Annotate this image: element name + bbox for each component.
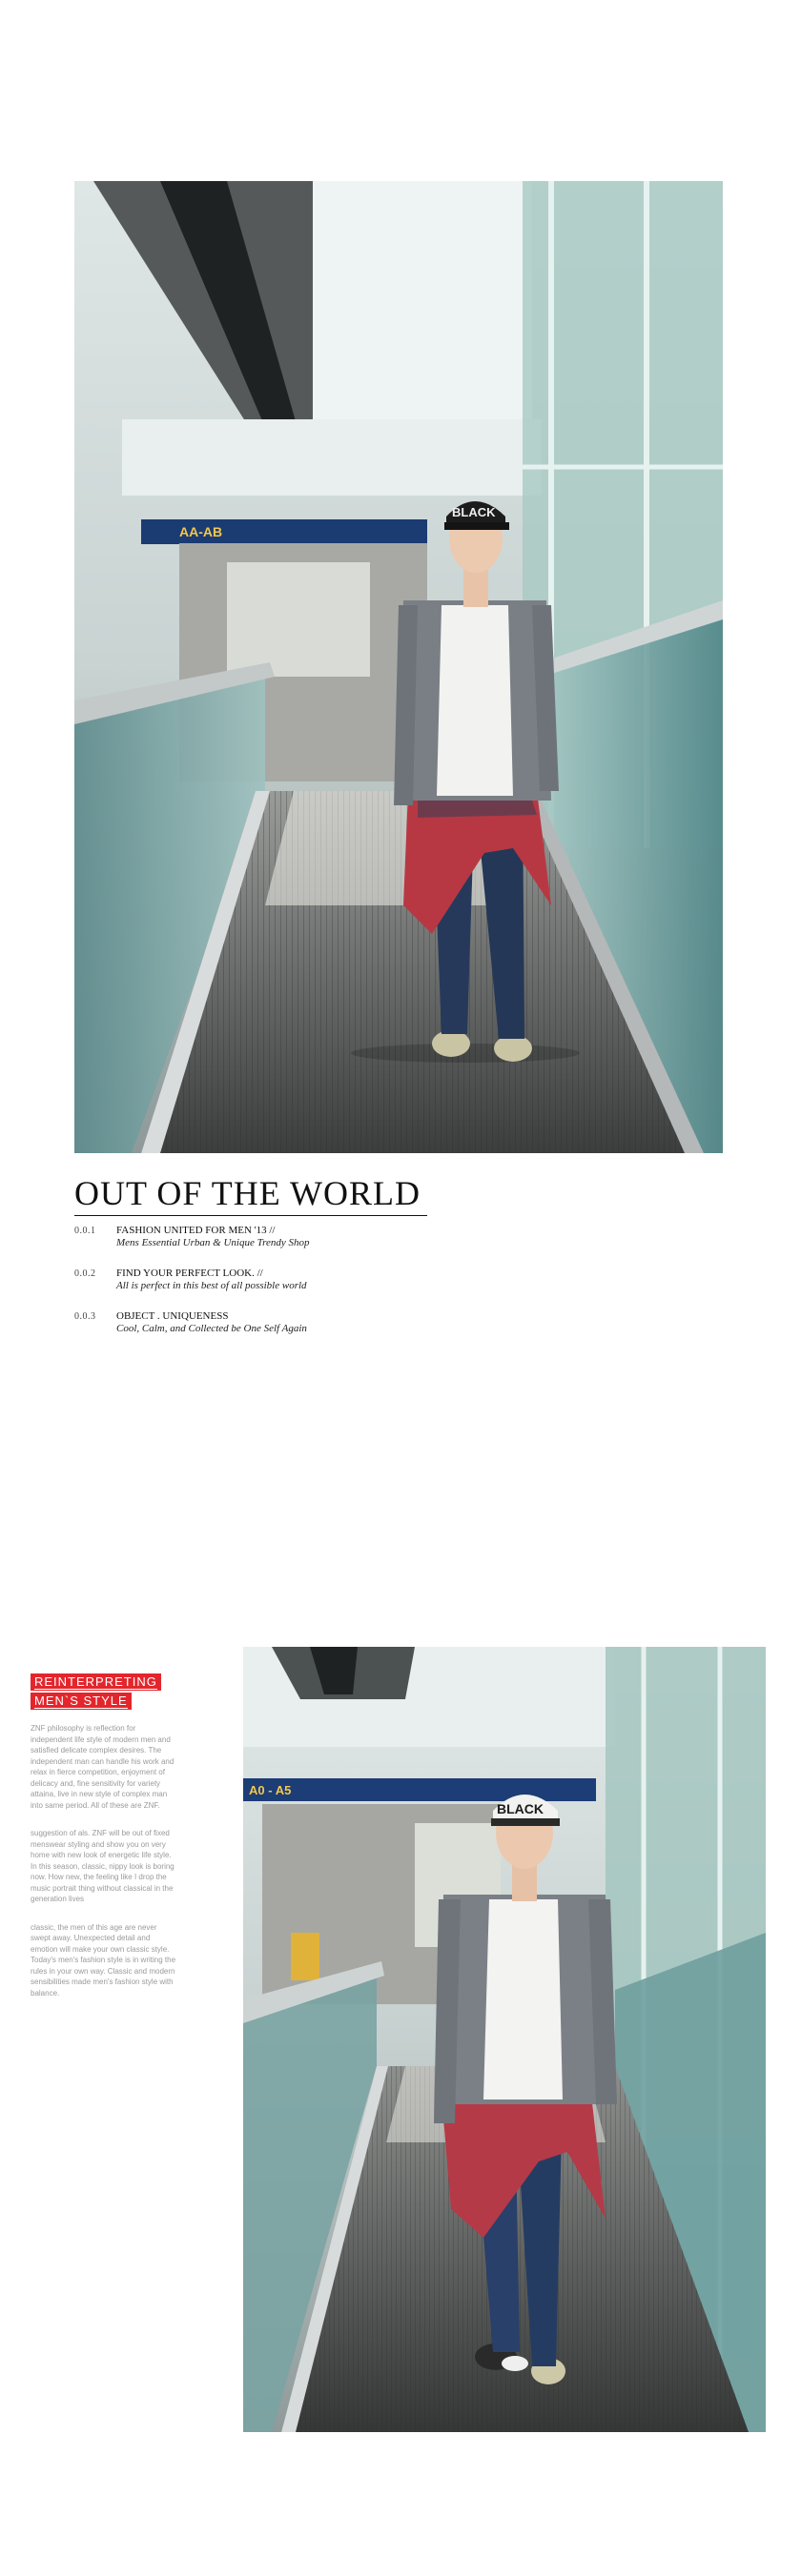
page-title: OUT OF THE WORLD xyxy=(74,1174,421,1212)
feature-number: 0.0.3 xyxy=(74,1311,96,1322)
headline-block xyxy=(74,1174,608,1216)
description-paragraph: classic, the men of this age are never swept away. Unexpected detail and emotion will make your own classic style. Today's men's fashion style is in writing the rules in your own way. Classic and modern sensibilities made men's fashion style with balance. xyxy=(31,1922,176,1998)
secondary-photo-walkway xyxy=(243,1647,766,2432)
feature-subtitle: All is perfect in this best of all possible world xyxy=(116,1280,307,1291)
feature-subtitle: Mens Essential Urban & Unique Trendy Shop xyxy=(116,1237,310,1248)
feature-list xyxy=(74,1226,647,1354)
feature-heading: FASHION UNITED FOR MEN '13 // xyxy=(116,1225,276,1236)
feature-heading: OBJECT . UNIQUENESS xyxy=(116,1310,229,1322)
hero-cap-text: BLACK xyxy=(452,505,496,519)
secondary-photo-illustration xyxy=(243,1647,766,2432)
description-paragraph: ZNF philosophy is reflection for independent life style of modern men and satisfied delicate complex desires. The independent man can handle his work and relax in fierce competition, enjoyment of delicacy and, fine sensitivity for variety attaina, live in new style of complex man into same period. All of these are ZNF. xyxy=(31,1724,175,1810)
badge-mens-style xyxy=(31,1693,132,1710)
list-item xyxy=(74,1226,647,1268)
badge-text: MEN`S STYLE xyxy=(34,1694,128,1708)
secondary-cap-text: BLACK xyxy=(497,1801,544,1816)
style-badges xyxy=(31,1673,178,1712)
list-item xyxy=(74,1311,647,1354)
feature-number: 0.0.2 xyxy=(74,1268,96,1279)
secondary-sign-text: A0 - A5 xyxy=(249,1783,292,1797)
hero-photo-walkway xyxy=(74,181,723,1153)
title-underline xyxy=(74,1215,427,1216)
badge-reinterpreting xyxy=(31,1673,161,1691)
feature-number: 0.0.1 xyxy=(74,1226,96,1236)
feature-heading: FIND YOUR PERFECT LOOK. // xyxy=(116,1268,263,1279)
feature-subtitle: Cool, Calm, and Collected be One Self Again xyxy=(116,1323,307,1334)
side-description xyxy=(31,1673,178,2016)
description-paragraph: suggestion of als. ZNF will be out of fixed menswear styling and show you on very home with new look of energetic life style. In this season, classic, nippy look is boring now. How new, the feeling like I drop the music portrait thing without classical in the generation lives xyxy=(31,1829,175,1903)
badge-text: REINTERPRETING xyxy=(34,1674,157,1689)
list-item xyxy=(74,1268,647,1311)
hero-sign-text: AA-AB xyxy=(179,524,223,539)
hero-photo-illustration xyxy=(74,181,723,1153)
